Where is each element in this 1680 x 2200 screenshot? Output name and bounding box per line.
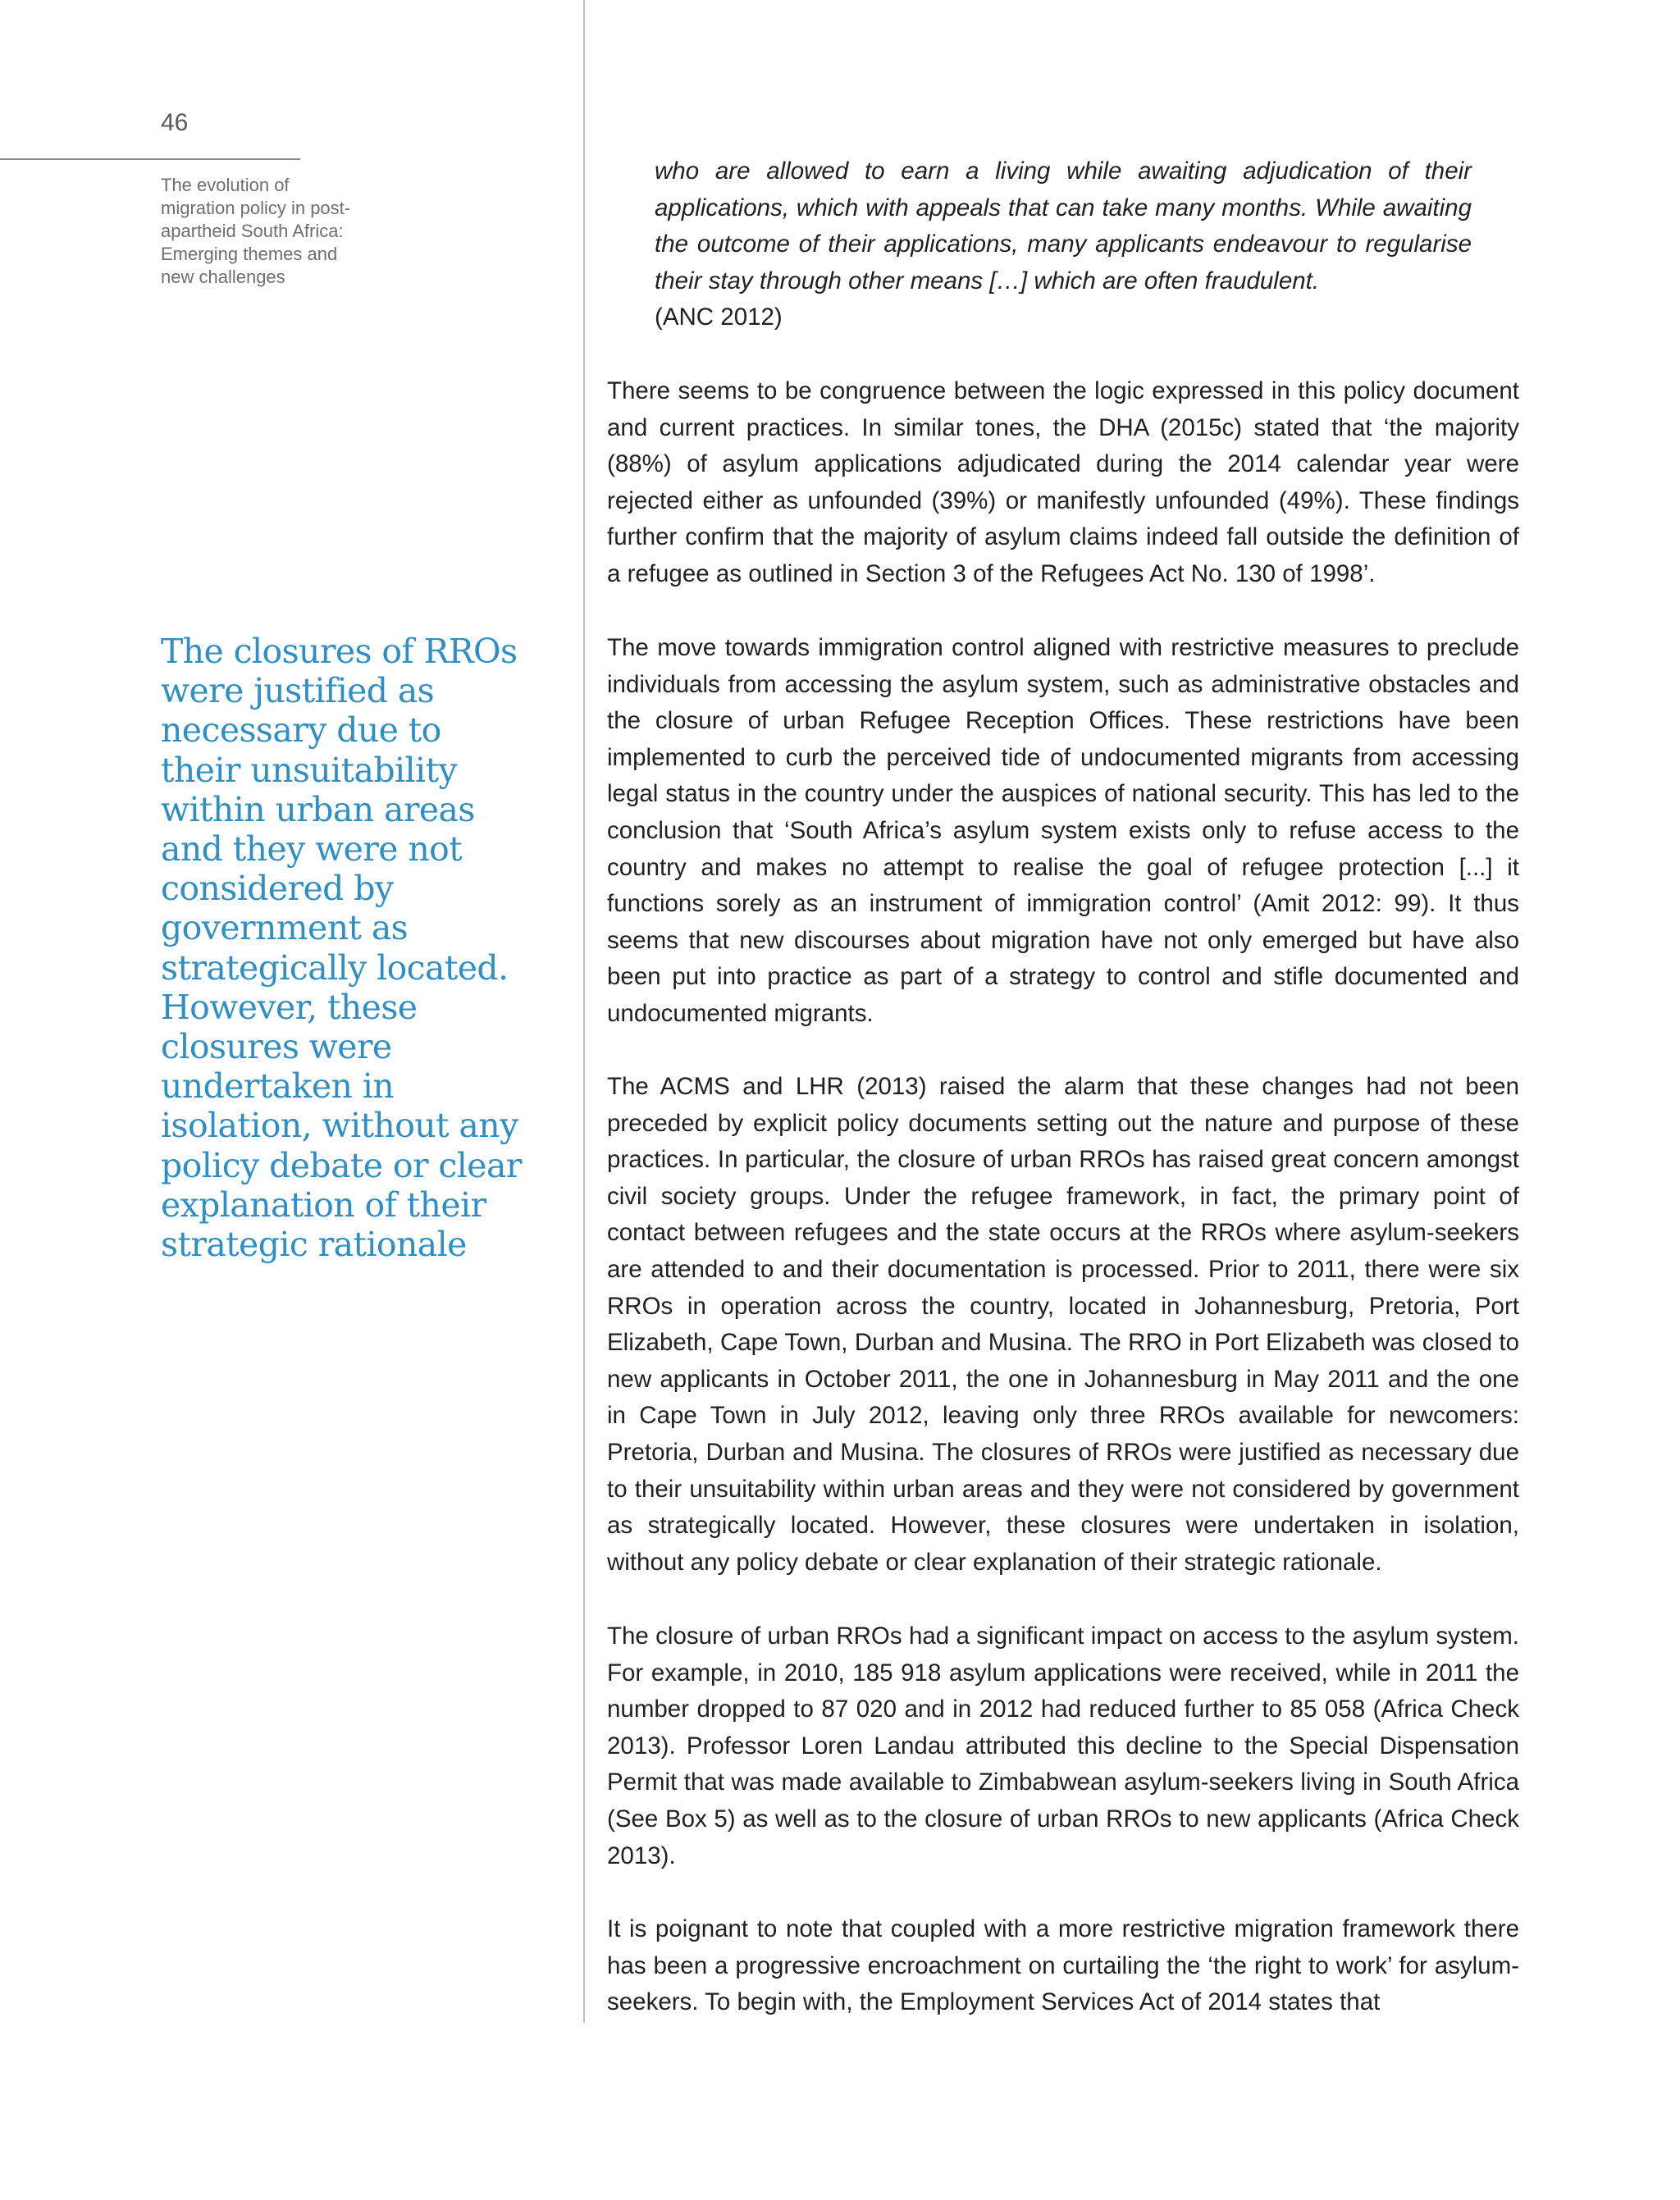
body-paragraph-3: The ACMS and LHR (2013) raised the alarm that these changes had not been preceded by explicit policy documents setting out the nature and purpose of these practices. In particular, the closure of urban RROs has raised great concern amongst civil society groups. Under the refugee framework, in fact, the primary point of contact between refugees and the state occurs at the RROs where asylum-seekers are attended to and their documentation is processed. Prior to 2011, there were six RROs in operation across the country, located in Johannesburg, Pretoria, Port Elizabeth, Cape Town, Durban and Musina. The RRO in Port Elizabeth was closed to new applicants in October 2011, the one in Johannesburg in May 2011 and the one in Cape Town in July 2012, leaving only three RROs available for newcomers: Pretoria, Durban and Musina. The closures of RROs were justified as necessary due to their unsuitability within urban areas and they were not considered by government as strategically located. However, these closures were undertaken in isolation, without any policy debate or clear explanation of their strategic rationale.	[607, 1073, 1519, 1576]
block-quote	[655, 153, 1472, 336]
running-title: The evolution of migration policy in post-apartheid South Africa: Emerging themes and new challenges	[161, 175, 351, 287]
column-divider	[583, 0, 585, 2023]
page-number: 46	[161, 109, 189, 136]
header-rule	[0, 158, 300, 160]
body-paragraph-2: The move towards immigration control aligned with restrictive measures to preclude individuals from accessing the asylum system, such as administrative obstacles and the closure of urban Refugee Reception Offices. These restrictions have been implemented to curb the perceived tide of undocumented migrants from accessing legal status in the country under the auspices of national security. This has led to the conclusion that ‘South Africa’s asylum system exists only to refuse access to the country and makes no attempt to realise the goal of refugee protection [...] it functions sorely as an instrument of immigration control’ (Amit 2012: 99). It thus seems that new discourses about migration have not only emerged but have also been put into practice as part of a strategy to control and stifle documented and undocumented migrants.	[607, 634, 1519, 1027]
block-quote-text: who are allowed to earn a living while awaiting adjudication of their applications, which with appeals that can take many months. While awaiting the outcome of their applications, many applicants endeavour to regularise their stay through other means […] which are often fraudulent.	[655, 157, 1472, 294]
pull-quote: The closures of RROs were justified as necessary due to their unsuitability within urban areas and they were not considered by government as strategically located. However, these closures were undertaken in isolation, without any policy debate or clear explanation of their strategic rationale	[161, 632, 522, 1265]
block-quote-citation: (ANC 2012)	[655, 304, 783, 331]
body-paragraph-1: There seems to be congruence between the logic expressed in this policy document and current practices. In similar tones, the DHA (2015c) stated that ‘the majority (88%) of asylum applications adjudicated during the 2014 calendar year were rejected either as unfounded (39%) or manifestly unfounded (49%). These findings further confirm that the majority of asylum claims indeed fall outside the definition of a refugee as outlined in Section 3 of the Refugees Act No. 130 of 1998’.	[607, 377, 1519, 587]
body-paragraph-4: The closure of urban RROs had a significant impact on access to the asylum system. For example, in 2010, 185 918 asylum applications were received, while in 2011 the number dropped to 87 020 and in 2012 had reduced further to 85 058 (Africa Check 2013). Professor Loren Landau attributed this decline to the Special Dispensation Permit that was made available to Zimbabwean asylum-seekers living in South Africa (See Box 5) as well as to the closure of urban RROs to new applicants (Africa Check 2013).	[607, 1623, 1519, 1869]
body-paragraph-5: It is poignant to note that coupled with a more restrictive migration framework there has been a progressive encroachment on curtailing the ‘the right to work’ for asylum-seekers. To begin with, the Employment Services Act of 2014 states that	[607, 1915, 1519, 2016]
